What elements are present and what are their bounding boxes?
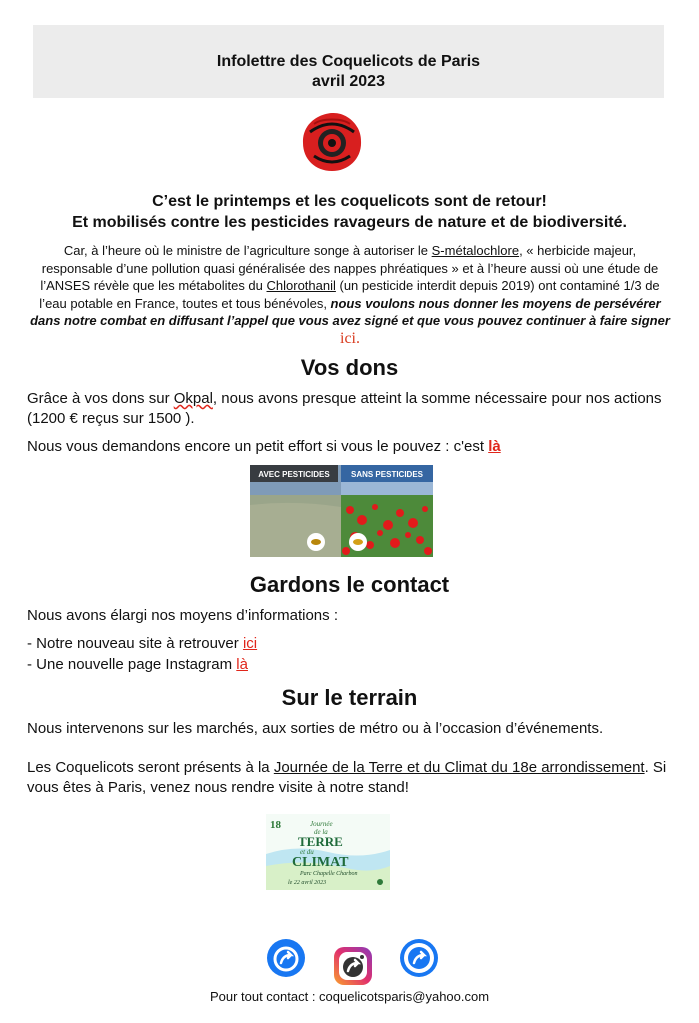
site-ici-link[interactable]: ici bbox=[242, 635, 258, 652]
website-link-icon[interactable] bbox=[399, 938, 439, 978]
badge-line-5: CLIMAT bbox=[292, 855, 349, 870]
newsletter-title: Infolettre des Coquelicots de Paris bbox=[216, 53, 481, 70]
footer-contact: Pour tout contact : coquelicotsparis@yahoo.com bbox=[209, 989, 490, 1004]
terrain-event-paragraph bbox=[27, 758, 672, 798]
appel-ici-link[interactable]: ici. bbox=[340, 329, 360, 347]
facebook-icon[interactable] bbox=[266, 938, 306, 978]
contact-intro: Nous avons élargi nos moyens d’informations : bbox=[27, 607, 338, 624]
contact-heading: Gardons le contact bbox=[249, 572, 450, 597]
coquelicots-logo bbox=[300, 110, 364, 174]
don-la-link[interactable]: là bbox=[488, 438, 501, 455]
terrain-paragraph: Nous intervenons sur les marchés, aux sorties de métro ou à l’occasion d’événements. bbox=[27, 720, 604, 737]
terrain-event-text-2: . Si vous êtes à Paris, venez nous rendre visite à notre stand! bbox=[27, 759, 667, 796]
dons-text-2: , nous avons presque atteint la somme nécessaire pour nos actions (1200 € reçus sur 1500 ). bbox=[27, 390, 662, 427]
chlorothanil-link[interactable]: Chlorothanil bbox=[266, 278, 336, 293]
intro-text-2: , « herbicide majeur, responsable d’une pollution quasi généralisée des nappes phréatiques » et à l’heure aussi où une étude de l’ANSES révèle que les métabolites du bbox=[40, 243, 659, 293]
instagram-icon[interactable] bbox=[333, 946, 373, 986]
dons-paragraph bbox=[27, 389, 672, 429]
intro-paragraph bbox=[30, 242, 670, 347]
journee-terre-link[interactable]: Journée de la Terre et du Climat du 18e arrondissement bbox=[273, 759, 645, 776]
journee-climat-badge bbox=[266, 814, 390, 890]
badge-line-7: le 22 avril 2023 bbox=[288, 880, 327, 886]
instagram-la-link[interactable]: là bbox=[236, 656, 248, 673]
dons-request-text: Nous vous demandons encore un petit effort si vous le pouvez : c'est bbox=[27, 438, 489, 455]
sans-pesticides-label: SANS PESTICIDES bbox=[350, 470, 424, 479]
badge-line-2: de la bbox=[314, 828, 328, 836]
intro-text-3: (un pesticide interdit depuis 2019) ont contaminé 1/3 de l’eau potable en France, toutes et tous bénévoles, bbox=[39, 278, 660, 311]
terrain-heading: Sur le terrain bbox=[281, 685, 418, 710]
intro-title-line1: C’est le printemps et les coquelicots sont de retour! bbox=[152, 193, 547, 210]
newsletter-header bbox=[33, 25, 664, 98]
newsletter-date: avril 2023 bbox=[312, 73, 385, 90]
contact-item-site-text: - Notre nouveau site à retrouver bbox=[27, 635, 243, 652]
contact-item-instagram-text: - Une nouvelle page Instagram bbox=[27, 656, 237, 673]
dons-text-1: Grâce à vos dons sur bbox=[27, 390, 174, 407]
terrain-event-text-1: Les Coquelicots seront présents à la bbox=[27, 759, 274, 776]
pesticides-comparison-image bbox=[250, 465, 433, 557]
badge-number: 18 bbox=[270, 819, 281, 831]
contact-item-site bbox=[27, 634, 672, 654]
badge-line-1: Journée bbox=[310, 820, 333, 828]
avec-pesticides-label: AVEC PESTICIDES bbox=[258, 470, 330, 479]
dons-heading: Vos dons bbox=[300, 355, 399, 380]
badge-line-3: TERRE bbox=[298, 834, 343, 849]
badge-line-4: et du bbox=[300, 848, 314, 856]
dons-request bbox=[27, 437, 672, 457]
smetalochlore-link[interactable]: S-métalochlore bbox=[431, 243, 520, 258]
badge-line-6: Parc Chapelle Charbon bbox=[300, 871, 358, 877]
intro-title-line2: Et mobilisés contre les pesticides ravageurs de nature et de biodiversité. bbox=[72, 214, 627, 231]
intro-text-1: Car, à l’heure où le ministre de l’agriculture songe à autoriser le bbox=[63, 243, 432, 258]
intro-emphasis: nous voulons nous donner les moyens de persévérer dans notre combat en diffusant l’appel que vous avez signé et que vous pouvez continuer à faire signer bbox=[30, 295, 670, 328]
okpal-link[interactable]: Okpal bbox=[173, 390, 213, 407]
contact-item-instagram bbox=[27, 655, 672, 675]
